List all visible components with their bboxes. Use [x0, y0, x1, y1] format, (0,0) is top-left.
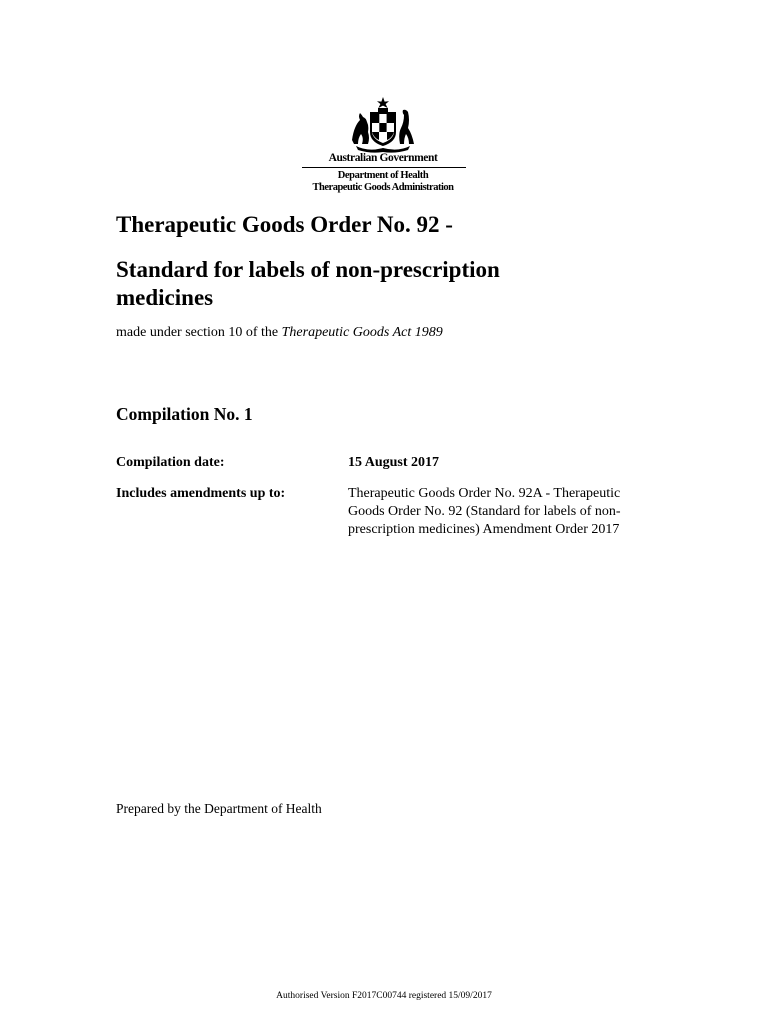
logo-government-text: Australian Government: [328, 152, 438, 164]
coat-of-arms-icon: [348, 96, 418, 154]
document-title: Therapeutic Goods Order No. 92 -: [116, 212, 453, 237]
act-name: Therapeutic Goods Act 1989: [281, 325, 443, 340]
prepared-by-text: Prepared by the Department of Health: [116, 801, 322, 816]
logo-divider: [302, 167, 466, 168]
made-under-line: [116, 324, 443, 342]
document-subtitle: Standard for labels of non-prescription medicines: [116, 257, 500, 310]
amendments-value: Therapeutic Goods Order No. 92A - Therapeutic Goods Order No. 92 (Standard for labels of non-prescription medicines) Amendment Order 2017: [348, 486, 621, 537]
logo-department-text: Department of Health: [337, 170, 429, 181]
amendments-label: Includes amendments up to:: [116, 486, 286, 501]
logo-agency-text: Therapeutic Goods Administration: [312, 182, 454, 193]
compilation-date-value: 15 August 2017: [348, 455, 440, 470]
authorised-version-footer: Authorised Version F2017C00744 registered 15/09/2017: [276, 991, 492, 1001]
compilation-date-label: Compilation date:: [116, 455, 225, 470]
compilation-heading: Compilation No. 1: [116, 404, 253, 424]
agency-logo-block: [300, 96, 466, 198]
made-under-prefix: made under section 10 of the: [116, 325, 282, 340]
